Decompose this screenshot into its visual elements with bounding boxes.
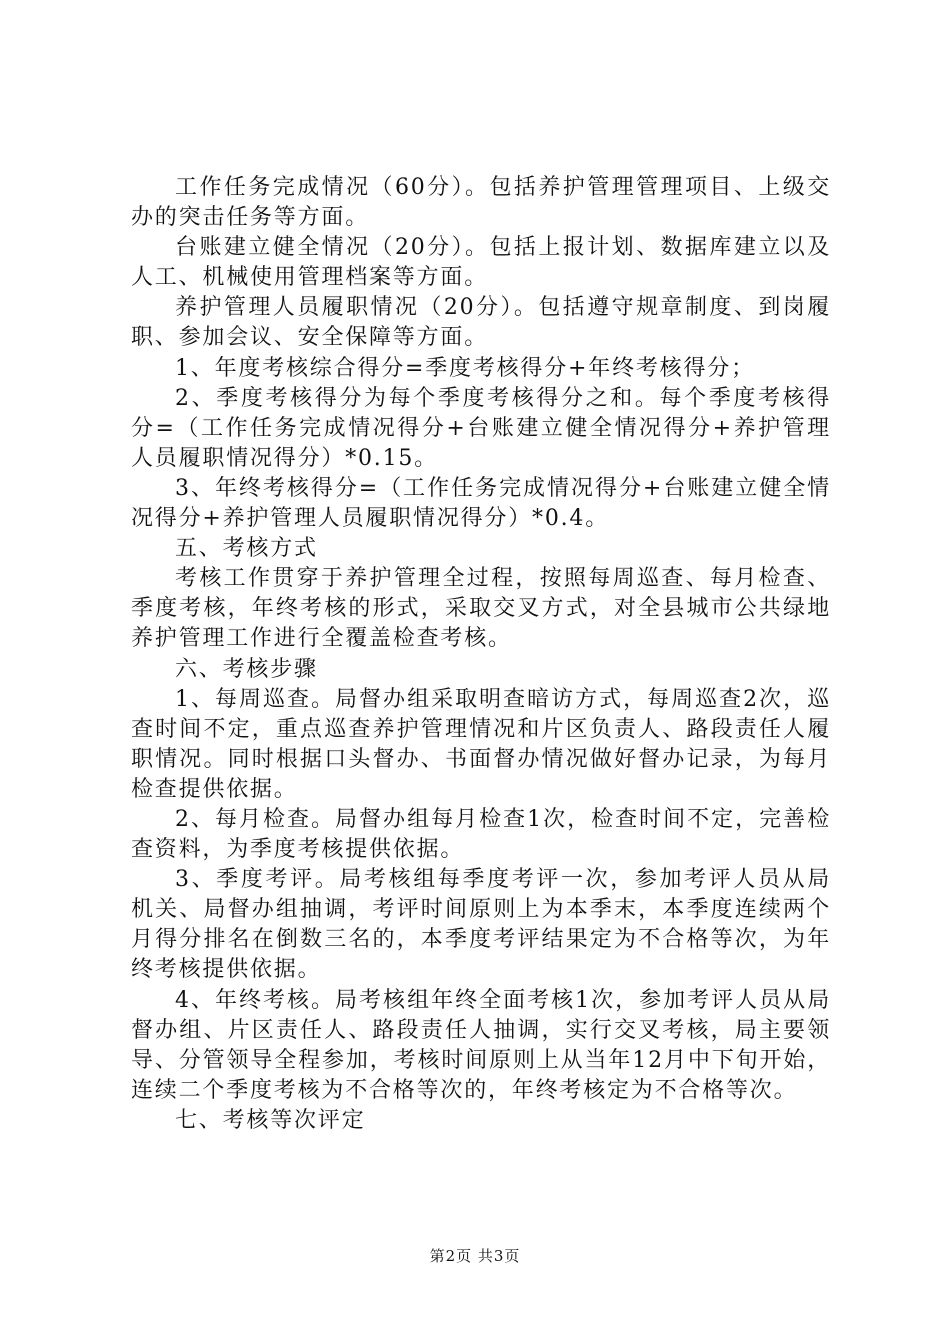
paragraph-quarterly-review: 3、季度考评。局考核组每季度考评一次，参加考评人员从局机关、局督办组抽调，考评时间原则上为本季末，本季度连续两个月得分排名在倒数三名的，本季度考评结果定为不合格等次，为年终考核提供依据。 xyxy=(131,867,831,983)
paragraph-ledger: 台账建立健全情况（20分）。包括上报计划、数据库建立以及人工、机械使用管理档案等方面。 xyxy=(131,235,831,291)
paragraph-year-end-score: 3、年终考核得分=（工作任务完成情况得分+台账建立健全情况得分+养护管理人员履职情况得分）*0.4。 xyxy=(131,475,831,532)
paragraph-year-end-assessment: 4、年终考核。局考核组年终全面考核1次，参加考评人员从局督办组、片区责任人、路段责任人抽调，实行交叉考核，局主要领导、分管领导全程参加，考核时间原则上从当年12月中下旬开始，连续二个季度考核为不合格等次的，年终考核定为不合格等次。 xyxy=(131,987,831,1103)
page-number: 第2页 共3页 xyxy=(429,1247,521,1265)
document-body xyxy=(131,173,831,1136)
paragraph-monthly-check: 2、每月检查。局督办组每月检查1次，检查时间不定，完善检查资料，为季度考核提供依据。 xyxy=(131,806,831,863)
heading-grade-rating: 七、考核等次评定 xyxy=(175,1107,366,1133)
heading-assessment-method: 五、考核方式 xyxy=(175,536,318,562)
paragraph-quarter-score: 2、季度考核得分为每个季度考核得分之和。每个季度考核得分=（工作任务完成情况得分+台账建立健全情况得分+养护管理人员履职情况得分）*0.15。 xyxy=(131,385,831,471)
paragraph-staff-duty: 养护管理人员履职情况（20分）。包括遵守规章制度、到岗履职、参加会议、安全保障等方面。 xyxy=(131,295,831,351)
heading-assessment-steps: 六、考核步骤 xyxy=(175,656,318,682)
paragraph-assessment-method: 考核工作贯穿于养护管理全过程，按照每周巡查、每月检查、季度考核，年终考核的形式，采取交叉方式，对全县城市公共绿地养护管理工作进行全覆盖检查考核。 xyxy=(131,566,831,652)
paragraph-task-completion: 工作任务完成情况（60分）。包括养护管理管理项目、上级交办的突击任务等方面。 xyxy=(131,175,831,231)
paragraph-annual-score: 1、年度考核综合得分=季度考核得分+年终考核得分； xyxy=(175,355,755,381)
paragraph-weekly-patrol: 1、每周巡查。局督办组采取明查暗访方式，每周巡查2次，巡查时间不定，重点巡查养护管理情况和片区负责人、路段责任人履职情况。同时根据口头督办、书面督办情况做好督办记录，为每月检查提供依据。 xyxy=(131,686,831,802)
